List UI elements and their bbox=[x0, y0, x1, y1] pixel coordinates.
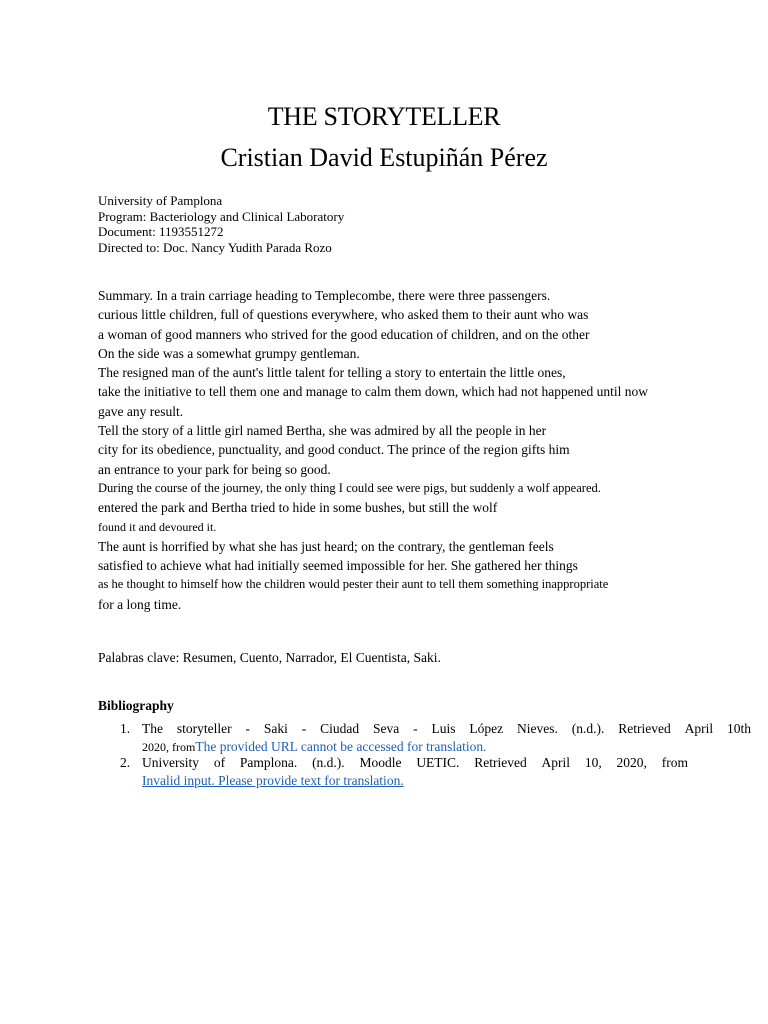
bibliography-word: 10, bbox=[584, 755, 602, 770]
bibliography-word: Luis bbox=[431, 721, 456, 736]
bibliography-word: 2020, bbox=[616, 755, 647, 770]
bibliography-word: (n.d.). bbox=[571, 721, 605, 736]
bibliography-word: Pamplona. bbox=[239, 755, 298, 770]
bibliography-word: López bbox=[469, 721, 504, 736]
summary-line: an entrance to your park for being so good. bbox=[98, 461, 331, 477]
summary-line: found it and devoured it. bbox=[98, 519, 217, 534]
bibliography-line bbox=[142, 754, 688, 771]
summary-line: gave any result. bbox=[98, 403, 184, 419]
summary-line: for a long time. bbox=[98, 596, 182, 612]
summary-line: During the course of the journey, the only thing I could see were pigs, but suddenly a wolf appeared. bbox=[98, 480, 601, 495]
bibliography-word: April bbox=[541, 755, 571, 770]
summary-line: The aunt is horrified by what she has just heard; on the contrary, the gentleman feels bbox=[98, 538, 554, 554]
document-meta bbox=[98, 193, 344, 255]
bibliography-from: 2020, from bbox=[142, 740, 196, 754]
bibliography-word: from bbox=[661, 755, 688, 770]
summary-line: Tell the story of a little girl named Bertha, she was admired by all the people in her bbox=[98, 423, 547, 439]
bibliography-line bbox=[142, 772, 570, 789]
meta-document: Document: 1193551272 bbox=[98, 224, 224, 239]
bibliography-line bbox=[142, 720, 751, 737]
meta-university: University of Pamplona bbox=[98, 193, 223, 208]
bibliography-word: (n.d.). bbox=[312, 755, 345, 770]
bibliography-word: April bbox=[684, 721, 714, 736]
bibliography-link[interactable]: Invalid input. Please provide text for translation. bbox=[142, 773, 404, 788]
bibliography-word: - bbox=[301, 721, 307, 736]
summary-line: The resigned man of the aunt's little talent for telling a story to entertain the little ones, bbox=[98, 365, 566, 381]
summary-paragraph bbox=[98, 286, 758, 614]
bibliography-word: Moodle bbox=[359, 755, 402, 770]
summary-line: Summary. In a train carriage heading to Templecombe, there were three passengers. bbox=[98, 288, 551, 303]
document-author: Cristian David Estupiñán Pérez bbox=[220, 143, 548, 172]
meta-directed-to: Directed to: Doc. Nancy Yudith Parada Rozo bbox=[98, 239, 332, 255]
bibliography-word: Nieves. bbox=[517, 721, 558, 736]
bibliography-word: - bbox=[413, 721, 418, 736]
bibliography-number: 2. bbox=[120, 755, 131, 770]
bibliography-word: 10th bbox=[726, 721, 751, 736]
bibliography-word: UETIC. bbox=[416, 755, 460, 770]
bibliography-word: - bbox=[245, 721, 250, 736]
summary-line: city for its obedience, punctuality, and good conduct. The prince of the region gifts him bbox=[98, 442, 570, 458]
summary-line: curious little children, full of questions everywhere, who asked them to their aunt who was bbox=[98, 307, 589, 323]
bibliography-word: University bbox=[142, 755, 199, 770]
summary-line: as he thought to himself how the children would pester their aunt to tell them something inappropriate bbox=[98, 577, 609, 592]
summary-line: a woman of good manners who strived for the good education of children, and on the other bbox=[98, 326, 590, 342]
bibliography-word: Ciudad bbox=[320, 721, 360, 736]
bibliography-heading: Bibliography bbox=[98, 698, 174, 713]
summary-line: take the initiative to tell them one and manage to calm them down, which had not happened until now bbox=[98, 384, 648, 400]
bibliography-word: storyteller bbox=[176, 721, 232, 736]
summary-line: entered the park and Bertha tried to hide in some bushes, but still the wolf bbox=[98, 500, 498, 516]
summary-line: On the side was a somewhat grumpy gentleman. bbox=[98, 345, 360, 361]
bibliography-link[interactable]: The provided URL cannot be accessed for translation. bbox=[195, 739, 487, 754]
bibliography-word: The bbox=[142, 721, 163, 736]
bibliography-word: Retrieved bbox=[618, 721, 671, 736]
document-title: THE STORYTELLER bbox=[267, 102, 501, 131]
bibliography-word: Saki bbox=[263, 721, 288, 736]
meta-program: Program: Bacteriology and Clinical Laboratory bbox=[98, 208, 345, 224]
keywords: Palabras clave: Resumen, Cuento, Narrador, El Cuentista, Saki. bbox=[98, 650, 441, 665]
bibliography-word: Seva bbox=[373, 721, 400, 736]
bibliography-word: of bbox=[213, 755, 226, 770]
bibliography-number: 1. bbox=[120, 721, 131, 736]
summary-line: satisfied to achieve what had initially seemed impossible for her. She gathered her things bbox=[98, 558, 578, 574]
bibliography-word: Retrieved bbox=[474, 755, 527, 770]
